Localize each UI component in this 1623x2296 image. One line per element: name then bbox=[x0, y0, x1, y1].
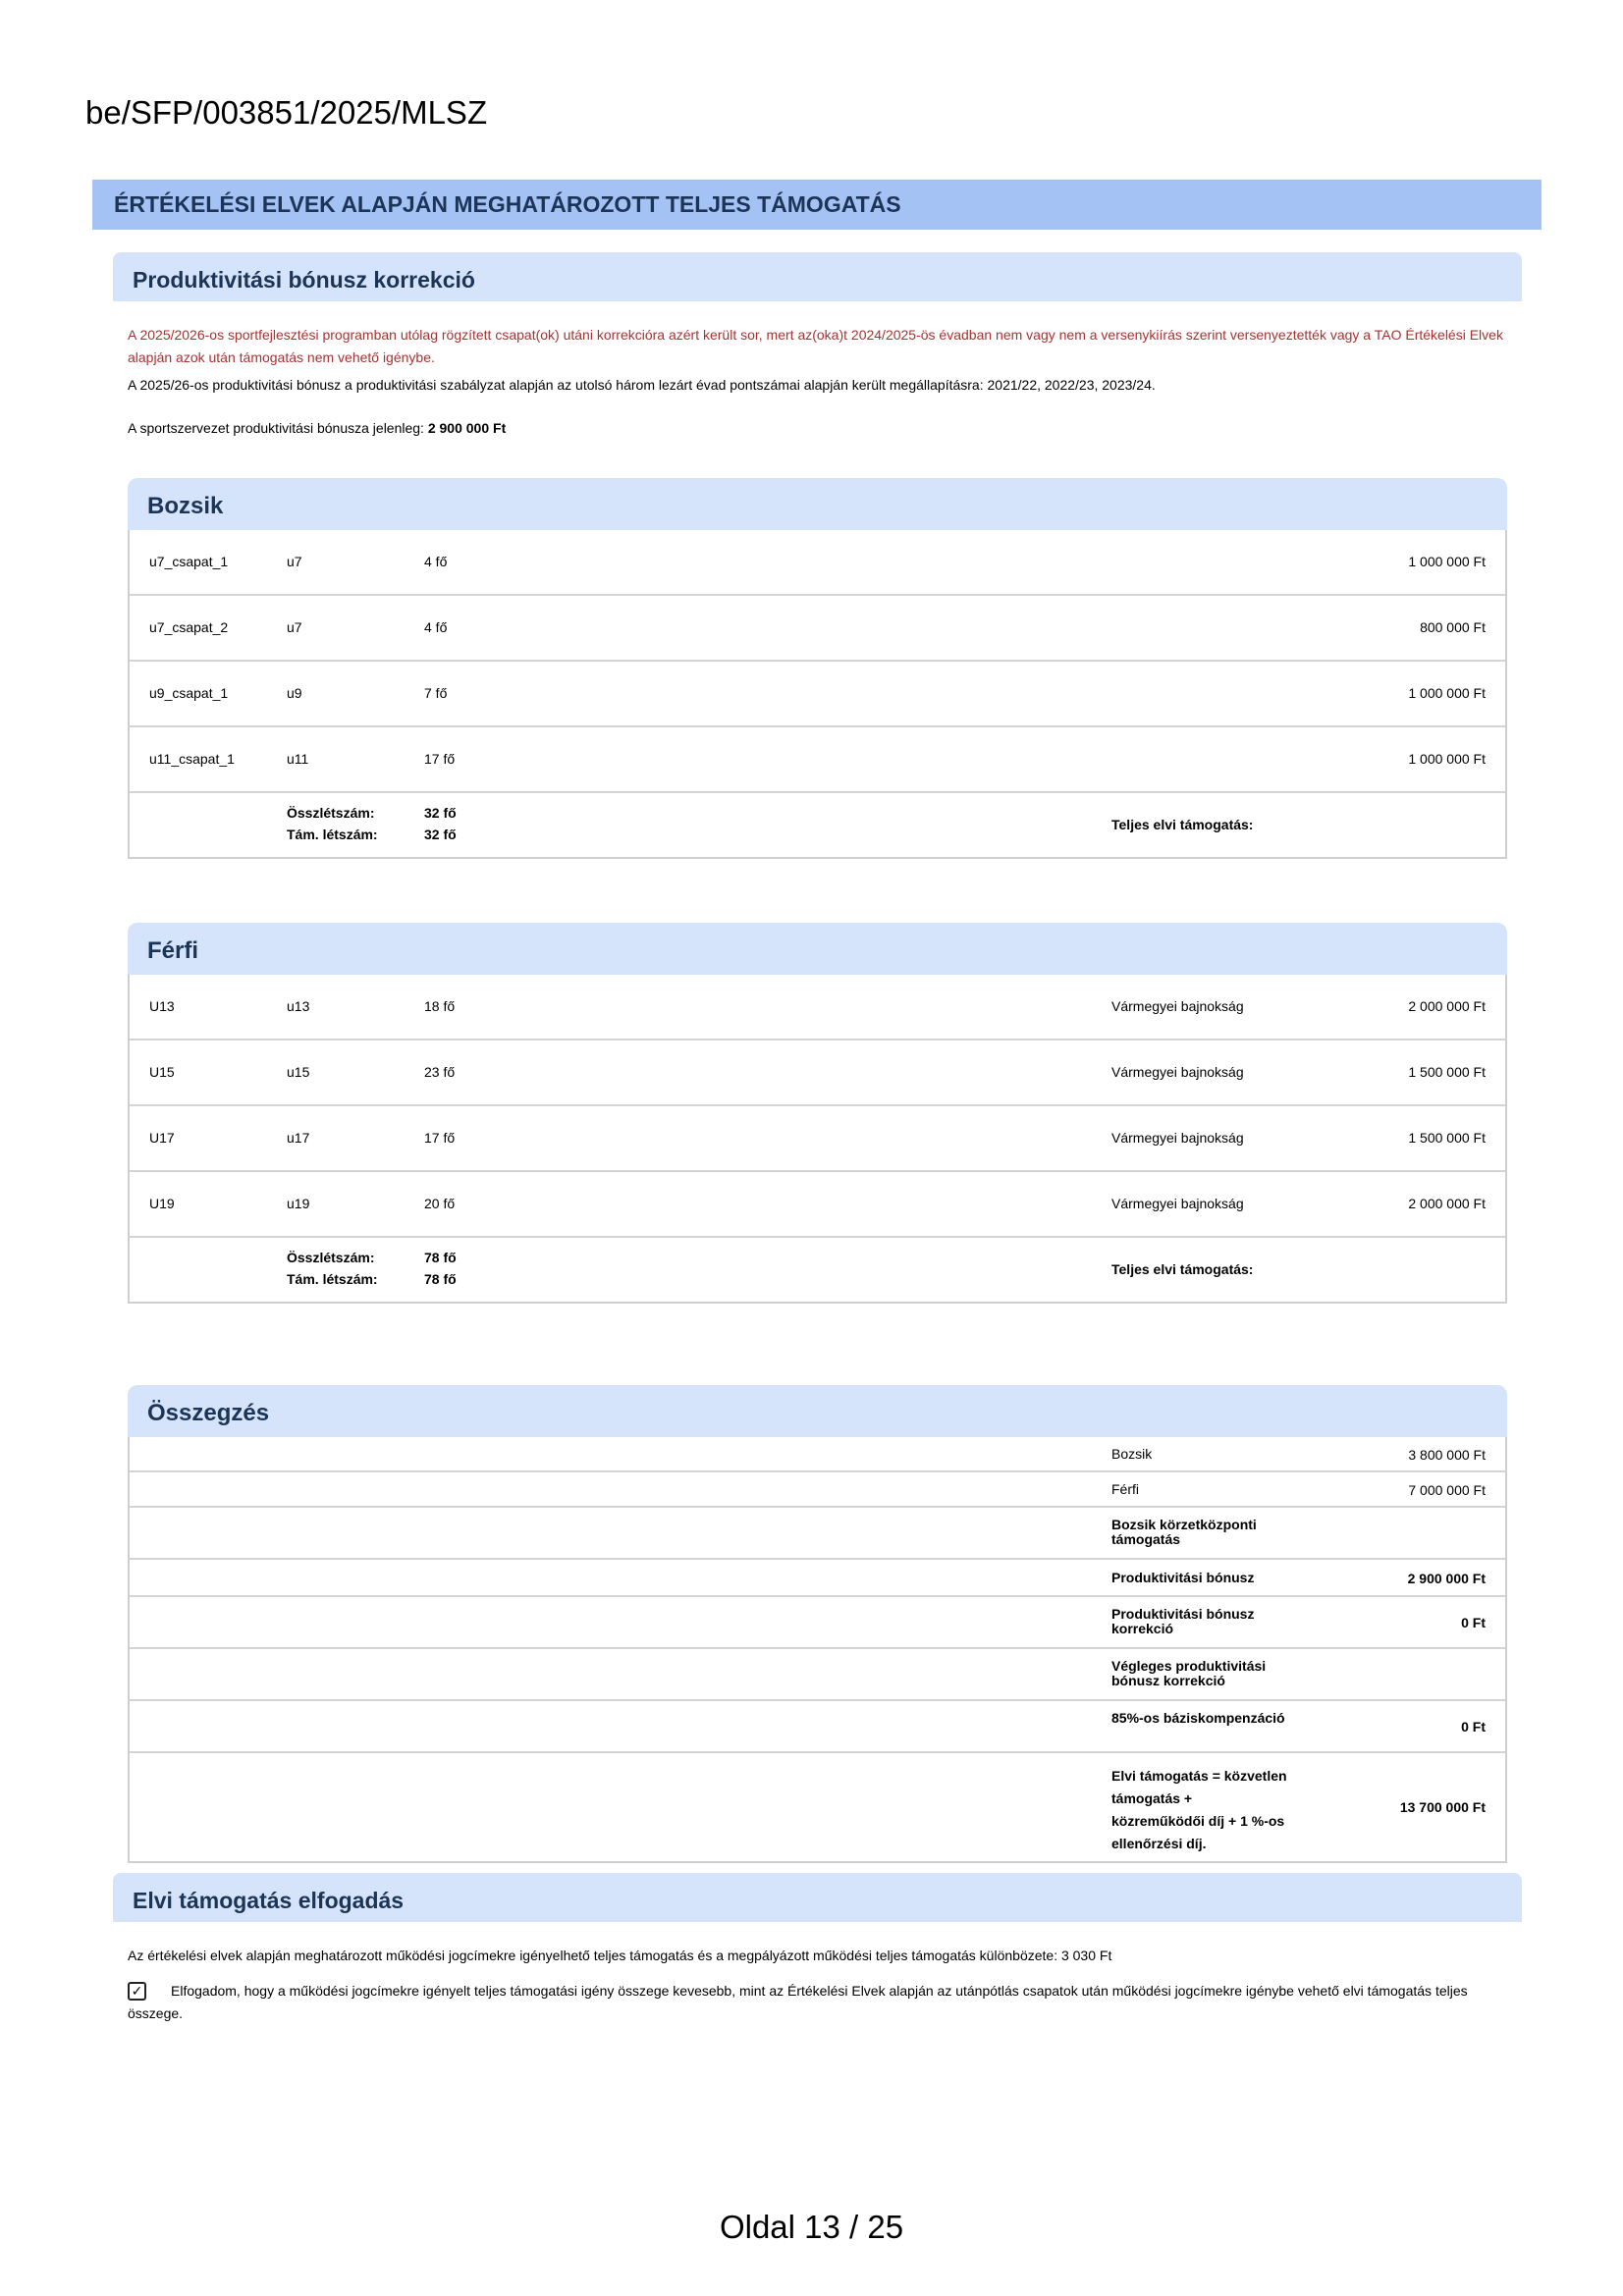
team-name: U19 bbox=[149, 1196, 175, 1211]
amount: 2 000 000 Ft bbox=[1408, 1196, 1486, 1211]
summary-row-final-correction bbox=[130, 1649, 1505, 1701]
amount: 1 500 000 Ft bbox=[1408, 1130, 1486, 1146]
summary-row-bozsik bbox=[130, 1437, 1505, 1472]
amount: 1 000 000 Ft bbox=[1408, 685, 1486, 701]
summary-row-productivity-correction bbox=[130, 1597, 1505, 1649]
productivity-section-header: Produktivitási bónusz korrekció bbox=[113, 252, 1522, 301]
headcount: 23 fő bbox=[424, 1064, 456, 1080]
headcount: 4 fő bbox=[424, 619, 448, 635]
headcount: 17 fő bbox=[424, 751, 456, 767]
table-row bbox=[130, 662, 1505, 727]
summary-value: 0 Ft bbox=[1461, 1615, 1486, 1630]
acceptance-checkbox-label: Elfogadom, hogy a működési jogcímekre igényelt teljes támogatási igény összege kevesebb, mint az Értékelési Elvek alapján az utánpótlás csapatok után működési jogcímekre igénybe vehető elvi támogatás teljes összege. bbox=[128, 1983, 1468, 2021]
bozsik-card-title: Bozsik bbox=[128, 478, 1507, 530]
supported-headcount-value: 32 fő bbox=[424, 827, 457, 842]
difference-note: Az értékelési elvek alapján meghatározott működési jogcímekre igényelhető teljes támogatás és a megpályázott működési teljes támogatás különbözete: 3 030 Ft bbox=[128, 1948, 1112, 1963]
team-name: U13 bbox=[149, 998, 175, 1014]
age-group: u19 bbox=[287, 1196, 310, 1211]
productivity-basis-note: A 2025/26-os produktivitási bónusz a produktivitási szabályzat alapján az utolsó három lezárt évad pontszámai alapján került megállapításra: 2021/22, 2022/23, 2023/24. bbox=[128, 377, 1156, 393]
total-headcount-value: 78 fő bbox=[424, 1250, 457, 1265]
amount: 1 500 000 Ft bbox=[1408, 1064, 1486, 1080]
summary-label: Elvi támogatás = közvetlen támogatás + közreműködői díj + 1 %-os ellenőrzési díj. bbox=[1111, 1768, 1287, 1851]
main-section-header: ÉRTÉKELÉSI ELVEK ALAPJÁN MEGHATÁROZOTT TELJES TÁMOGATÁS bbox=[92, 180, 1542, 230]
table-row bbox=[130, 1041, 1505, 1106]
summary-row-district-center-support bbox=[130, 1508, 1505, 1560]
league: Vármegyei bajnokság bbox=[1111, 1064, 1244, 1080]
page-number: Oldal 13 / 25 bbox=[719, 2209, 904, 2245]
summary-label: Produktivitási bónusz bbox=[1111, 1570, 1255, 1585]
acceptance-section-header: Elvi támogatás elfogadás bbox=[113, 1873, 1522, 1922]
age-group: u7 bbox=[287, 619, 302, 635]
headcount: 20 fő bbox=[424, 1196, 456, 1211]
team-name: U17 bbox=[149, 1130, 175, 1146]
age-group: u7 bbox=[287, 554, 302, 569]
ferfi-card-title: Férfi bbox=[128, 923, 1507, 975]
amount: 1 000 000 Ft bbox=[1408, 751, 1486, 767]
supported-headcount-value: 78 fő bbox=[424, 1271, 457, 1287]
checkmark-icon: ✓ bbox=[131, 1983, 143, 1999]
age-group: u11 bbox=[287, 751, 309, 767]
age-group: u9 bbox=[287, 685, 302, 701]
amount: 1 000 000 Ft bbox=[1408, 554, 1486, 569]
amount: 800 000 Ft bbox=[1420, 619, 1486, 635]
summary-label: Bozsik körzetközponti támogatás bbox=[1111, 1517, 1257, 1547]
summary-label: Produktivitási bónusz korrekció bbox=[1111, 1606, 1255, 1636]
league: Vármegyei bajnokság bbox=[1111, 1196, 1244, 1211]
team-name: u11_csapat_1 bbox=[149, 751, 235, 767]
table-row bbox=[130, 727, 1505, 793]
amount: 2 000 000 Ft bbox=[1408, 998, 1486, 1014]
summary-row-ferfi bbox=[130, 1472, 1505, 1508]
headcount: 4 fő bbox=[424, 554, 448, 569]
summary-value: 3 800 000 Ft bbox=[1408, 1447, 1486, 1463]
league: Vármegyei bajnokság bbox=[1111, 1130, 1244, 1146]
ferfi-totals-row bbox=[130, 1238, 1505, 1302]
full-support-label: Teljes elvi támogatás: bbox=[1111, 1261, 1254, 1277]
total-headcount-value: 32 fő bbox=[424, 805, 457, 821]
summary-row-productivity-bonus bbox=[130, 1560, 1505, 1597]
current-bonus-label: A sportszervezet produktivitási bónusza jelenleg: bbox=[128, 420, 428, 436]
team-name: U15 bbox=[149, 1064, 175, 1080]
summary-card-title: Összegzés bbox=[128, 1385, 1507, 1437]
summary-row-base-compensation bbox=[130, 1701, 1505, 1753]
table-row bbox=[130, 975, 1505, 1041]
age-group: u15 bbox=[287, 1064, 310, 1080]
summary-value: 13 700 000 Ft bbox=[1399, 1799, 1486, 1815]
summary-label: 85%-os báziskompenzáció bbox=[1111, 1710, 1285, 1726]
bozsik-totals-row bbox=[130, 793, 1505, 857]
total-headcount-label: Összlétszám: bbox=[287, 805, 375, 821]
table-row bbox=[130, 530, 1505, 596]
table-row bbox=[130, 596, 1505, 662]
summary-row-total-support bbox=[130, 1753, 1505, 1861]
summary-label: Végleges produktivitási bónusz korrekció bbox=[1111, 1658, 1267, 1688]
summary-label: Férfi bbox=[1111, 1481, 1139, 1497]
league: Vármegyei bajnokság bbox=[1111, 998, 1244, 1014]
table-row bbox=[130, 1172, 1505, 1238]
summary-value: 2 900 000 Ft bbox=[1407, 1571, 1486, 1586]
summary-value: 7 000 000 Ft bbox=[1408, 1482, 1486, 1498]
summary-table bbox=[128, 1437, 1507, 1863]
headcount: 7 fő bbox=[424, 685, 448, 701]
age-group: u17 bbox=[287, 1130, 310, 1146]
total-headcount-label: Összlétszám: bbox=[287, 1250, 375, 1265]
correction-warning-note: A 2025/2026-os sportfejlesztési programban utólag rögzített csapat(ok) utáni korrekcióra azért került sor, mert az(oka)t 2024/2025-ös évadban nem vagy nem a versenykiírás szerint versenyeztették vagy a TAO Értékelési Elvek alapján azok után támogatás nem vehető igénybe. bbox=[128, 327, 1503, 365]
supported-headcount-label: Tám. létszám: bbox=[287, 827, 378, 842]
team-name: u7_csapat_2 bbox=[149, 619, 229, 635]
bozsik-table bbox=[128, 530, 1507, 859]
headcount: 18 fő bbox=[424, 998, 456, 1014]
headcount: 17 fő bbox=[424, 1130, 456, 1146]
document-id: be/SFP/003851/2025/MLSZ bbox=[85, 94, 488, 131]
table-row bbox=[130, 1106, 1505, 1172]
current-bonus-value: 2 900 000 Ft bbox=[427, 420, 507, 436]
current-productivity-bonus bbox=[128, 418, 506, 438]
team-name: u9_csapat_1 bbox=[149, 685, 229, 701]
summary-label: Bozsik bbox=[1111, 1446, 1153, 1462]
age-group: u13 bbox=[287, 998, 310, 1014]
summary-value: 0 Ft bbox=[1461, 1719, 1486, 1735]
ferfi-table bbox=[128, 975, 1507, 1304]
supported-headcount-label: Tám. létszám: bbox=[287, 1271, 378, 1287]
full-support-label: Teljes elvi támogatás: bbox=[1111, 817, 1254, 832]
team-name: u7_csapat_1 bbox=[149, 554, 229, 569]
